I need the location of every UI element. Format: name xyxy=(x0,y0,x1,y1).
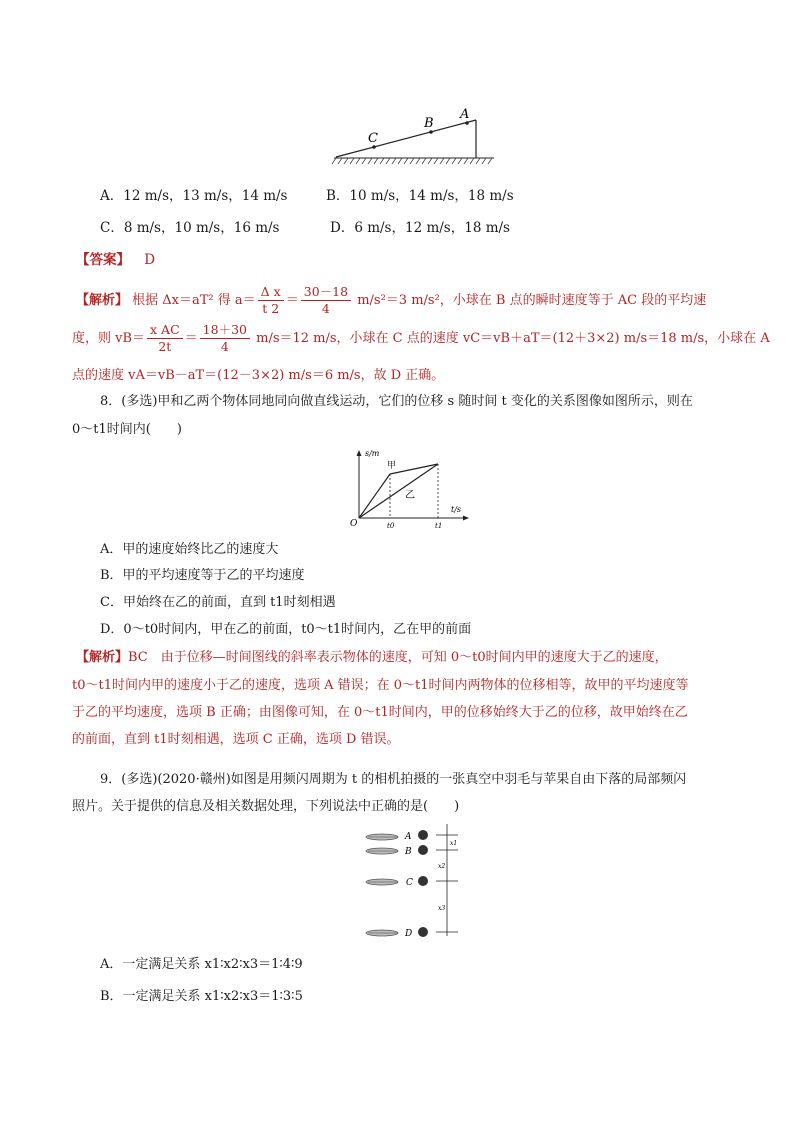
q7-analysis-text-2a: 度，则 vB＝ xyxy=(72,331,146,346)
q8-option-d: D．0～t0时间内，甲在乙的前面，t0～t1时间内，乙在甲的前面 xyxy=(100,622,472,637)
q7-option-d: D．6 m/s，12 m/s，18 m/s xyxy=(330,220,510,236)
graph-xlabel: t/s xyxy=(451,505,462,514)
fraction-xac: $\frac{\text{x AC}}{2t}$ xyxy=(147,322,183,355)
apple-d xyxy=(418,927,428,937)
photo-label-c: C xyxy=(406,878,413,888)
incline-diagram xyxy=(330,100,500,170)
analysis-tag: 【解析】 xyxy=(76,293,129,308)
apple-c xyxy=(418,876,428,886)
apple-b xyxy=(418,845,428,855)
q7-analysis-text-1a: 根据 Δx＝aT² 得 a＝ xyxy=(132,293,256,308)
q8-analysis-line-1: 【解析】BC 由于位移—时间图线的斜率表示物体的速度，可知 0～t0时间内甲的速度大于乙的速度， xyxy=(76,650,668,665)
answer-value: D xyxy=(144,252,156,268)
answer-tag: 【答案】 xyxy=(76,252,130,268)
graph-t0-label: t0 xyxy=(387,522,395,530)
dim-label-x3: x3 xyxy=(438,905,446,912)
q8-analysis-line-4: 的前面，直到 t1时刻相遇，选项 C 正确，选项 D 错误。 xyxy=(72,732,400,747)
q7-analysis-text-1b: m/s²＝3 m/s²，小球在 B 点的瞬时速度等于 AC 段的平均速 xyxy=(353,293,707,308)
photo-label-b: B xyxy=(405,847,412,857)
q9-stem-line-2: 照片。关于提供的信息及相关数据处理，下列说法中正确的是( ) xyxy=(72,799,460,814)
dim-label-x1: x1 xyxy=(450,840,458,847)
dim-label-x2: x2 xyxy=(438,863,446,870)
q8-option-a: A．甲的速度始终比乙的速度大 xyxy=(100,542,279,557)
q7-analysis-line-3: 点的速度 vA＝vB－aT＝(12－3×2) m/s＝6 m/s，故 D 正确。 xyxy=(72,368,445,383)
q7-option-c: C．8 m/s，10 m/s，16 m/s xyxy=(100,220,280,236)
fraction-30-18: $\frac{30-18}{4}$ xyxy=(301,284,351,317)
q7-option-b: B．10 m/s，14 m/s，18 m/s xyxy=(326,188,514,204)
graph-ylabel: s/m xyxy=(365,449,380,458)
s-t-graph xyxy=(345,446,470,536)
q8-stem-line-2: 0～t1时间内( ) xyxy=(72,422,182,437)
graph-yi-label: 乙 xyxy=(405,490,415,501)
q9-stem-line-1: 9．(多选)(2020·赣州)如图是用频闪周期为 t 的相机拍摄的一张真空中羽毛与苹果自由下落的局部频闪 xyxy=(100,772,687,787)
point-label-a: A xyxy=(460,107,470,122)
q8-stem-line-1: 8．(多选)甲和乙两个物体同地同向做直线运动，它们的位移 s 随时间 t 变化的关系图像如图所示，则在 xyxy=(100,394,693,409)
analysis-tag: 【解析】 xyxy=(76,650,129,665)
strobe-photo xyxy=(360,822,470,944)
q7-analysis-line-1: 【解析】 根据 Δx＝aT² 得 a＝ $\frac{\text{Δ x}}{t 2}$ ＝ $\frac{30-18}{4}$ m/s²＝3 m/s²，小球在 B 点的瞬时速度等于 AC 段的平均速 xyxy=(76,284,707,316)
q7-option-a: A．12 m/s，13 m/s，14 m/s xyxy=(100,188,288,204)
fraction-18-30: $\frac{18+30}{4}$ xyxy=(200,322,250,355)
graph-jia-label: 甲 xyxy=(387,461,397,471)
q7-answer xyxy=(76,250,155,270)
photo-label-a: A xyxy=(405,832,412,842)
photo-label-d: D xyxy=(405,929,413,939)
q9-option-b: B．一定满足关系 x1∶x2∶x3＝1∶3∶5 xyxy=(100,989,303,1004)
q7-analysis-text-2b: m/s＝12 m/s，小球在 C 点的速度 vC＝vB＋aT＝(12＋3×2) m/s＝18 m/s，小球在 A xyxy=(251,331,770,346)
q9-option-a: A．一定满足关系 x1∶x2∶x3＝1∶4∶9 xyxy=(100,957,303,972)
q8-option-c: C．甲始终在乙的前面，直到 t1时刻相遇 xyxy=(100,595,336,610)
q8-option-b: B．甲的平均速度等于乙的平均速度 xyxy=(100,568,305,583)
point-label-c: C xyxy=(368,131,378,146)
graph-t1-label: t1 xyxy=(435,522,443,530)
incline-figure xyxy=(330,100,500,170)
apple-a xyxy=(418,830,428,840)
q8-analysis-line-2: t0～t1时间内甲的速度小于乙的速度，选项 A 错误；在 0～t1时间内两物体的位移相等，故甲的平均速度等 xyxy=(72,678,689,693)
feather-a xyxy=(366,834,398,840)
feather-d xyxy=(366,930,398,936)
fraction-delta-x: $\frac{\text{Δ x}}{t 2}$ xyxy=(258,284,284,317)
graph-origin: O xyxy=(350,519,358,529)
feather-b xyxy=(366,848,398,854)
point-label-b: B xyxy=(424,116,434,131)
q8-analysis-line-3: 于乙的平均速度，选项 B 正确；由图像可知，在 0～t1时间内，甲的位移始终大于乙的位移，故甲始终在乙 xyxy=(72,705,688,720)
q7-analysis-line-2: 度，则 vB＝ $\frac{\text{x AC}}{2t}$ ＝ $\frac{18+30}{4}$ m/s＝12 m/s，小球在 C 点的速度 vC＝vB＋aT＝(12＋3×2) m/s＝18 m/s，小球在 A xyxy=(72,322,770,354)
feather-c xyxy=(366,879,398,885)
